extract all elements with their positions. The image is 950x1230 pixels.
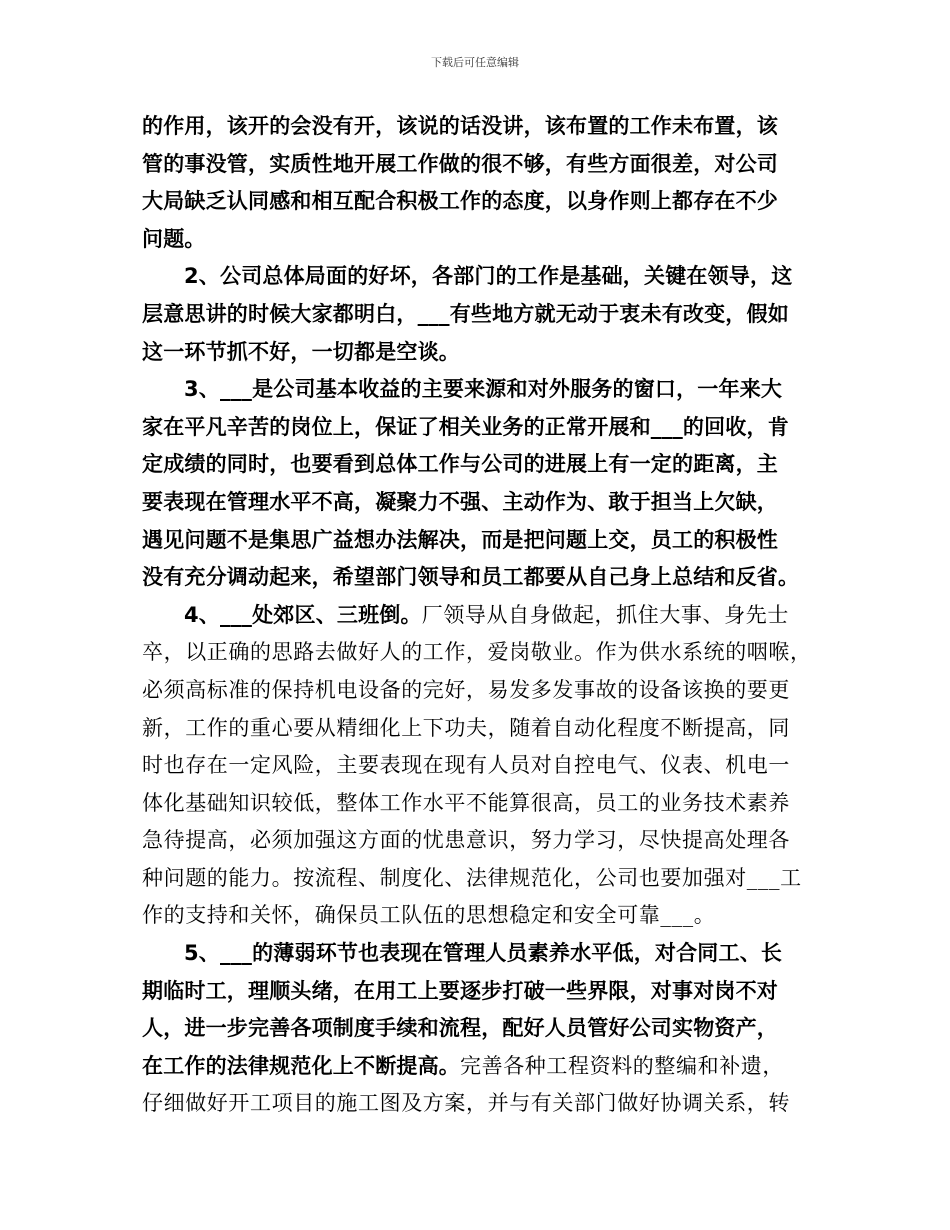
paragraph (142, 371, 822, 597)
bold-text: 管的事没管，实质性地开展工作做的很不够，有些方面很差，对公司 (142, 151, 778, 176)
text-line (142, 522, 822, 560)
text-line (142, 973, 822, 1011)
text-line (142, 747, 822, 785)
text-line (142, 935, 822, 973)
text-line (142, 296, 822, 334)
text-line (142, 446, 822, 484)
regular-text: 仔细做好开工项目的施工图及方案，并与有关部门做好协调关系，转 (142, 1091, 790, 1116)
text-line (142, 597, 822, 635)
text-line (142, 221, 822, 259)
regular-text: 时也存在一定风险，主要表现在现有人员对自控电气、仪表、机电一 (142, 753, 790, 778)
text-line (142, 409, 822, 447)
bold-text: 家在平凡辛苦的岗位上，保证了相关业务的正常开展和___的回收，肯 (142, 414, 789, 439)
text-line (142, 258, 822, 296)
document-body (142, 108, 822, 1123)
regular-text: 种问题的能力。按流程、制度化、法律规范化，公司也要加强对___工 (142, 865, 802, 890)
text-line (142, 559, 822, 597)
bold-text: 期临时工，理顺头绪，在用工上要逐步打破一些界限，对事对岗不对 (142, 978, 778, 1003)
text-line (142, 183, 822, 221)
bold-text: 定成绩的同时，也要看到总体工作与公司的进展上有一定的距离，主 (142, 452, 778, 477)
regular-text: 急待提高，必须加强这方面的忧患意识，努力学习，尽快提高处理各 (142, 828, 790, 853)
text-line (142, 785, 822, 823)
paragraph (142, 258, 822, 371)
paragraph (142, 108, 822, 258)
bold-text: 没有充分调动起来，希望部门领导和员工都要从自己身上总结和反省。 (142, 565, 800, 590)
bold-text: 遇见问题不是集思广益想办法解决，而是把问题上交，员工的积极性 (142, 527, 778, 552)
text-line (142, 334, 822, 372)
paragraph (142, 597, 822, 935)
text-line (142, 672, 822, 710)
regular-text: 卒，以正确的思路去做好人的工作，爱岗敬业。作为供水系统的咽喉， (142, 640, 812, 665)
text-line (142, 710, 822, 748)
bold-text: 3、___是公司基本收益的主要来源和对外服务的窗口，一年来大 (184, 377, 783, 402)
regular-text: 完善各种工程资料的整编和补遗， (460, 1053, 784, 1078)
text-line (142, 1010, 822, 1048)
regular-text: 新，工作的重心要从精细化上下功夫，随着自动化程度不断提高，同 (142, 715, 790, 740)
bold-text: 的作用，该开的会没有开，该说的话没讲，该布置的工作未布置，该 (142, 114, 778, 138)
bold-text: 2、公司总体局面的好坏，各部门的工作是基础，关键在领导，这 (184, 264, 793, 289)
text-line (142, 484, 822, 522)
bold-text: 这一环节抓不好，一切都是空谈。 (142, 339, 460, 364)
text-line (142, 1085, 822, 1123)
text-line (142, 371, 822, 409)
bold-text: 大局缺乏认同感和相互配合积极工作的态度，以身作则上都存在不少 (142, 189, 778, 214)
text-line (142, 1048, 822, 1086)
regular-text: 厂领导从自身做起，抓住大事、身先士 (421, 602, 789, 627)
bold-text: 问题。 (142, 226, 206, 251)
bold-text: 层意思讲的时候大家都明白，___有些地方就无动于衷未有改变，假如 (142, 301, 789, 326)
text-line (142, 146, 822, 184)
text-line (142, 634, 822, 672)
bold-text: 在工作的法律规范化上不断提高。 (142, 1053, 460, 1078)
bold-text: 5、___的薄弱环节也表现在管理人员素养水平低，对合同工、长 (184, 941, 783, 966)
regular-text: 作的支持和关怀，确保员工队伍的思想稳定和安全可靠___。 (142, 903, 716, 928)
page-header: 下载后可任意编辑 (431, 56, 519, 69)
regular-text: 体化基础知识较低，整体工作水平不能算很高，员工的业务技术素养 (142, 790, 790, 815)
paragraph (142, 935, 822, 1123)
bold-text: 4、___处郊区、三班倒。 (184, 602, 422, 627)
text-line (142, 822, 822, 860)
text-line (142, 108, 822, 146)
text-line (142, 860, 822, 898)
bold-text: 要表现在管理水平不高，凝聚力不强、主动作为、敢于担当上欠缺， (142, 489, 778, 514)
regular-text: 必须高标准的保持机电设备的完好，易发多发事故的设备该换的要更 (142, 677, 790, 702)
text-line (142, 897, 822, 935)
bold-text: 人，进一步完善各项制度手续和流程，配好人员管好公司实物资产， (142, 1016, 778, 1041)
